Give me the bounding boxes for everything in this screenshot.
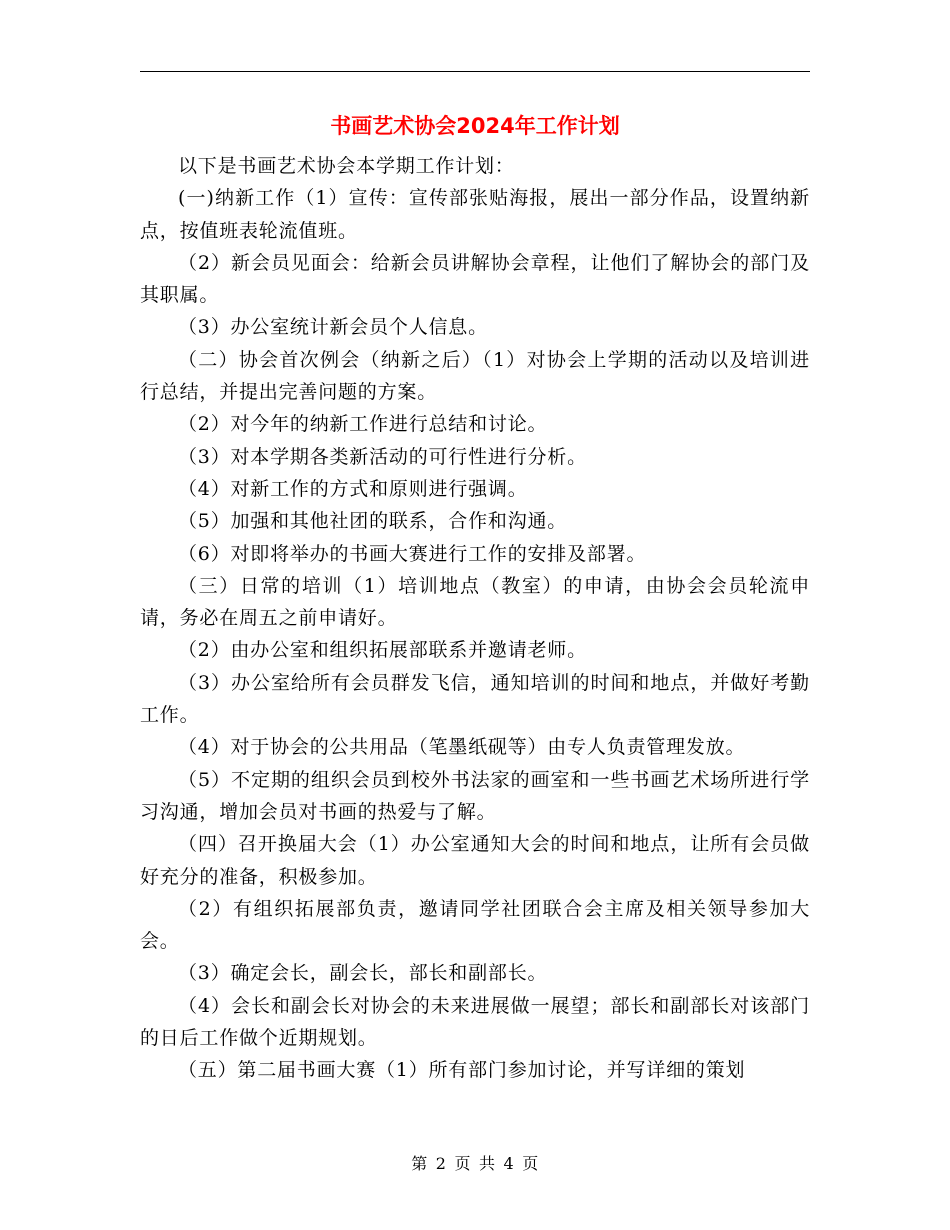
- paragraph: （2）有组织拓展部负责，邀请同学社团联合会主席及相关领导参加大会。: [140, 897, 810, 953]
- document-title: 书画艺术协会2024年工作计划: [330, 114, 620, 138]
- paragraph: （三）日常的培训（1）培训地点（教室）的申请，由协会会员轮流申请，务必在周五之前申请好。: [140, 574, 810, 630]
- paragraph: （5）加强和其他社团的联系，合作和沟通。: [178, 510, 568, 533]
- paragraph: （6）对即将举办的书画大赛进行工作的安排及部署。: [178, 542, 647, 565]
- paragraph: （二）协会首次例会（纳新之后）（1）对协会上学期的活动以及培训进行总结，并提出完善问题的方案。: [140, 348, 810, 404]
- paragraph: （3）确定会长，副会长，部长和副部长。: [178, 962, 548, 985]
- paragraph: （3）办公室给所有会员群发飞信，通知培训的时间和地点，并做好考勤工作。: [140, 671, 810, 727]
- paragraph: （四）召开换届大会（1）办公室通知大会的时间和地点，让所有会员做好充分的准备，积极参加。: [140, 833, 810, 888]
- document-body: [140, 150, 810, 1087]
- paragraph: （五）第二届书画大赛（1）所有部门参加讨论，并写详细的策划: [178, 1059, 746, 1082]
- footer-page-label: 页: [454, 1154, 471, 1173]
- header-rule: [140, 71, 810, 72]
- paragraph: (一)纳新工作（1）宣传：宣传部张贴海报，展出一部分作品，设置纳新点，按值班表轮流值班。: [140, 187, 810, 242]
- paragraph: （4）对新工作的方式和原则进行强调。: [178, 477, 528, 500]
- footer-total-pages: 4: [503, 1154, 515, 1173]
- paragraph: （3）办公室统计新会员个人信息。: [178, 316, 488, 339]
- footer-current-page: 2: [435, 1154, 447, 1173]
- paragraph: （4）对于协会的公共用品（笔墨纸砚等）由专人负责管理发放。: [178, 736, 746, 759]
- paragraph: （2）由办公室和组织拓展部联系并邀请老师。: [178, 639, 587, 662]
- paragraph: （3）对本学期各类新活动的可行性进行分析。: [178, 445, 587, 468]
- paragraph: （5）不定期的组织会员到校外书法家的画室和一些书画艺术场所进行学习沟通，增加会员对书画的热爱与了解。: [140, 768, 810, 823]
- paragraph: 以下是书画艺术协会本学期工作计划：: [178, 155, 515, 177]
- paragraph: （2）新会员见面会：给新会员讲解协会章程，让他们了解协会的部门及其职属。: [140, 251, 810, 307]
- page-footer: [140, 1152, 810, 1176]
- footer-suffix: 页: [522, 1154, 539, 1173]
- footer-prefix: 第: [411, 1154, 428, 1173]
- paragraph: （4）会长和副会长对协会的未来进展做一展望；部长和副部长对该部门的日后工作做个近期规划。: [140, 994, 810, 1050]
- paragraph: （2）对今年的纳新工作进行总结和讨论。: [178, 413, 548, 436]
- footer-total-label: 共: [479, 1154, 496, 1173]
